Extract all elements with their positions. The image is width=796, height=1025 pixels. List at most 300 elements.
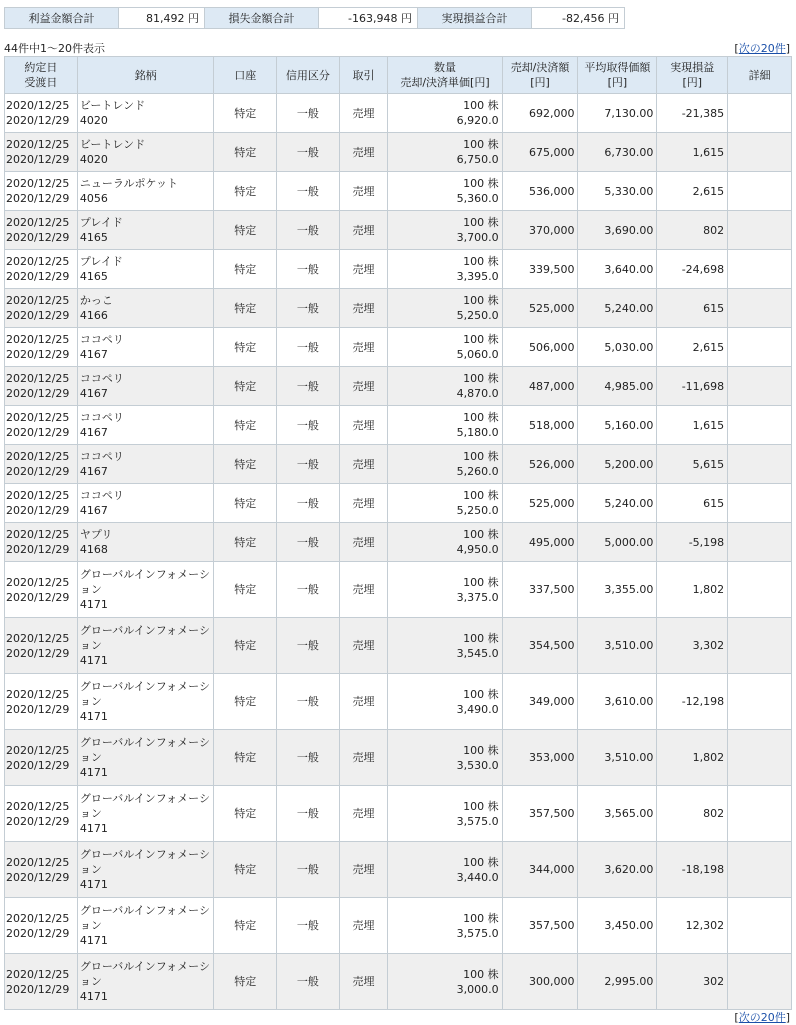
table-row bbox=[5, 211, 792, 250]
trade-type: 売埋 bbox=[339, 618, 388, 674]
unit-price: 3,575.0 bbox=[456, 814, 499, 828]
realized-pl: 802 bbox=[657, 786, 728, 842]
settle-date: 2020/12/29 bbox=[6, 465, 70, 478]
next-page-top bbox=[734, 40, 790, 56]
average-cost: 2,995.00 bbox=[578, 954, 657, 1010]
settle-date: 2020/12/29 bbox=[6, 426, 70, 439]
trade-type: 売埋 bbox=[339, 674, 388, 730]
detail-cell bbox=[728, 730, 792, 786]
stock-name: かっこ bbox=[79, 294, 113, 307]
header-trade: 取引 bbox=[339, 57, 388, 94]
table-row bbox=[5, 133, 792, 172]
quantity: 100 株 bbox=[463, 177, 499, 190]
summary-table bbox=[4, 7, 625, 29]
bracket-open: [ bbox=[734, 1011, 739, 1024]
credit-type: 一般 bbox=[277, 211, 340, 250]
detail-cell bbox=[728, 954, 792, 1010]
trade-date: 2020/12/25 bbox=[6, 911, 70, 925]
quantity: 100 株 bbox=[463, 489, 499, 502]
table-row bbox=[5, 562, 792, 618]
table-row bbox=[5, 172, 792, 211]
settlement-amount: 357,500 bbox=[502, 898, 578, 954]
qty-price-cell bbox=[388, 674, 502, 730]
next-page-link[interactable]: 次の20件 bbox=[738, 42, 786, 55]
account-type: 特定 bbox=[214, 250, 277, 289]
stock-code: 4171 bbox=[79, 766, 108, 779]
trade-type: 売埋 bbox=[339, 523, 388, 562]
date-cell bbox=[5, 406, 78, 445]
realized-pl: 5,615 bbox=[657, 445, 728, 484]
table-row bbox=[5, 484, 792, 523]
unit-price: 6,920.0 bbox=[456, 114, 499, 127]
average-cost: 3,510.00 bbox=[578, 730, 657, 786]
realized-pl: 615 bbox=[657, 289, 728, 328]
stock-cell bbox=[77, 786, 214, 842]
unit-price: 3,375.0 bbox=[456, 590, 499, 604]
date-cell bbox=[5, 94, 78, 133]
settlement-amount: 506,000 bbox=[502, 328, 578, 367]
stock-code: 4167 bbox=[79, 504, 108, 517]
date-cell bbox=[5, 484, 78, 523]
detail-cell bbox=[728, 786, 792, 842]
account-type: 特定 bbox=[214, 289, 277, 328]
stock-name: プレイド bbox=[79, 255, 123, 268]
trade-type: 売埋 bbox=[339, 250, 388, 289]
settlement-amount: 300,000 bbox=[502, 954, 578, 1010]
trade-date: 2020/12/25 bbox=[6, 528, 70, 541]
account-type: 特定 bbox=[214, 445, 277, 484]
account-type: 特定 bbox=[214, 172, 277, 211]
trade-date: 2020/12/25 bbox=[6, 575, 70, 589]
stock-name: グローバルインフォメーション bbox=[79, 848, 210, 876]
settlement-amount: 354,500 bbox=[502, 618, 578, 674]
date-cell bbox=[5, 133, 78, 172]
settlement-amount: 349,000 bbox=[502, 674, 578, 730]
unit-price: 4,950.0 bbox=[456, 543, 499, 556]
trade-date: 2020/12/25 bbox=[6, 631, 70, 645]
unit-price: 5,180.0 bbox=[456, 426, 499, 439]
settle-date: 2020/12/29 bbox=[6, 387, 70, 400]
date-cell bbox=[5, 367, 78, 406]
trade-type: 売埋 bbox=[339, 94, 388, 133]
average-cost: 5,240.00 bbox=[578, 289, 657, 328]
stock-code: 4020 bbox=[79, 153, 108, 166]
date-cell bbox=[5, 445, 78, 484]
qty-price-cell bbox=[388, 730, 502, 786]
table-row bbox=[5, 674, 792, 730]
header-date: 約定日 受渡日 bbox=[5, 57, 78, 94]
trade-date: 2020/12/25 bbox=[6, 138, 70, 151]
unit-price: 5,250.0 bbox=[456, 309, 499, 322]
credit-type: 一般 bbox=[277, 94, 340, 133]
profit-total-label: 利益金額合計 bbox=[5, 8, 119, 29]
detail-cell bbox=[728, 445, 792, 484]
unit-price: 3,545.0 bbox=[456, 646, 499, 660]
settlement-amount: 692,000 bbox=[502, 94, 578, 133]
realized-pl: 1,615 bbox=[657, 406, 728, 445]
stock-name: ココペリ bbox=[79, 411, 124, 424]
quantity: 100 株 bbox=[463, 855, 499, 869]
credit-type: 一般 bbox=[277, 730, 340, 786]
loss-total-value: -163,948 円 bbox=[319, 8, 418, 29]
stock-name: グローバルインフォメーション bbox=[79, 792, 210, 820]
realized-pl: -24,698 bbox=[657, 250, 728, 289]
account-type: 特定 bbox=[214, 842, 277, 898]
unit-price: 3,700.0 bbox=[456, 231, 499, 244]
qty-price-cell bbox=[388, 618, 502, 674]
settle-date: 2020/12/29 bbox=[6, 590, 70, 604]
detail-cell bbox=[728, 250, 792, 289]
trade-type: 売埋 bbox=[339, 328, 388, 367]
quantity: 100 株 bbox=[463, 372, 499, 385]
next-page-bottom bbox=[734, 1009, 790, 1025]
date-cell bbox=[5, 954, 78, 1010]
stock-code: 4171 bbox=[79, 822, 108, 835]
stock-cell bbox=[77, 250, 214, 289]
stock-name: ビートレンド bbox=[79, 99, 146, 112]
settlement-amount: 526,000 bbox=[502, 445, 578, 484]
detail-cell bbox=[728, 328, 792, 367]
header-avg-cost: 平均取得価額 [円] bbox=[578, 57, 657, 94]
quantity: 100 株 bbox=[463, 687, 499, 701]
stock-code: 4171 bbox=[79, 934, 108, 947]
stock-cell bbox=[77, 842, 214, 898]
qty-price-cell bbox=[388, 484, 502, 523]
qty-price-cell bbox=[388, 842, 502, 898]
unit-price: 3,395.0 bbox=[456, 270, 499, 283]
stock-code: 4166 bbox=[79, 309, 108, 322]
account-type: 特定 bbox=[214, 211, 277, 250]
date-cell bbox=[5, 211, 78, 250]
settlement-amount: 370,000 bbox=[502, 211, 578, 250]
credit-type: 一般 bbox=[277, 562, 340, 618]
stock-code: 4165 bbox=[79, 270, 108, 283]
date-cell bbox=[5, 898, 78, 954]
average-cost: 5,160.00 bbox=[578, 406, 657, 445]
trade-type: 売埋 bbox=[339, 133, 388, 172]
stock-name: グローバルインフォメーション bbox=[79, 624, 210, 652]
average-cost: 3,510.00 bbox=[578, 618, 657, 674]
realized-pl: -11,698 bbox=[657, 367, 728, 406]
unit-price: 3,575.0 bbox=[456, 926, 499, 940]
detail-cell bbox=[728, 674, 792, 730]
header-name: 銘柄 bbox=[77, 57, 214, 94]
stock-name: グローバルインフォメーション bbox=[79, 960, 210, 988]
qty-price-cell bbox=[388, 445, 502, 484]
account-type: 特定 bbox=[214, 674, 277, 730]
account-type: 特定 bbox=[214, 328, 277, 367]
account-type: 特定 bbox=[214, 94, 277, 133]
credit-type: 一般 bbox=[277, 842, 340, 898]
stock-name: グローバルインフォメーション bbox=[79, 736, 210, 764]
table-row bbox=[5, 954, 792, 1010]
realized-pl: 1,802 bbox=[657, 562, 728, 618]
credit-type: 一般 bbox=[277, 328, 340, 367]
credit-type: 一般 bbox=[277, 367, 340, 406]
date-cell bbox=[5, 172, 78, 211]
average-cost: 7,130.00 bbox=[578, 94, 657, 133]
average-cost: 5,000.00 bbox=[578, 523, 657, 562]
trade-type: 売埋 bbox=[339, 445, 388, 484]
unit-price: 3,530.0 bbox=[456, 758, 499, 772]
detail-cell bbox=[728, 211, 792, 250]
credit-type: 一般 bbox=[277, 133, 340, 172]
bracket-close: ] bbox=[785, 42, 790, 55]
table-row bbox=[5, 618, 792, 674]
trade-type: 売埋 bbox=[339, 406, 388, 445]
trade-type: 売埋 bbox=[339, 484, 388, 523]
settlement-amount: 536,000 bbox=[502, 172, 578, 211]
credit-type: 一般 bbox=[277, 250, 340, 289]
credit-type: 一般 bbox=[277, 484, 340, 523]
quantity: 100 株 bbox=[463, 575, 499, 589]
stock-cell bbox=[77, 954, 214, 1010]
settle-date: 2020/12/29 bbox=[6, 153, 70, 166]
account-type: 特定 bbox=[214, 954, 277, 1010]
table-row bbox=[5, 94, 792, 133]
trade-type: 売埋 bbox=[339, 289, 388, 328]
stock-name: ココペリ bbox=[79, 450, 124, 463]
average-cost: 5,200.00 bbox=[578, 445, 657, 484]
average-cost: 3,565.00 bbox=[578, 786, 657, 842]
trade-type: 売埋 bbox=[339, 898, 388, 954]
unit-price: 5,360.0 bbox=[456, 192, 499, 205]
stock-code: 4165 bbox=[79, 231, 108, 244]
account-type: 特定 bbox=[214, 730, 277, 786]
date-cell bbox=[5, 730, 78, 786]
qty-price-cell bbox=[388, 328, 502, 367]
settle-date: 2020/12/29 bbox=[6, 702, 70, 716]
credit-type: 一般 bbox=[277, 954, 340, 1010]
unit-price: 5,250.0 bbox=[456, 504, 499, 517]
date-cell bbox=[5, 328, 78, 367]
trade-date: 2020/12/25 bbox=[6, 333, 70, 346]
header-realized-pl: 実現損益 [円] bbox=[657, 57, 728, 94]
credit-type: 一般 bbox=[277, 445, 340, 484]
table-row bbox=[5, 898, 792, 954]
trade-date: 2020/12/25 bbox=[6, 99, 70, 112]
table-row bbox=[5, 445, 792, 484]
credit-type: 一般 bbox=[277, 523, 340, 562]
stock-name: ココペリ bbox=[79, 489, 124, 502]
qty-price-cell bbox=[388, 289, 502, 328]
settle-date: 2020/12/29 bbox=[6, 309, 70, 322]
realized-pl: 1,615 bbox=[657, 133, 728, 172]
settle-date: 2020/12/29 bbox=[6, 192, 70, 205]
trade-type: 売埋 bbox=[339, 730, 388, 786]
account-type: 特定 bbox=[214, 786, 277, 842]
average-cost: 3,450.00 bbox=[578, 898, 657, 954]
detail-cell bbox=[728, 562, 792, 618]
table-row bbox=[5, 786, 792, 842]
account-type: 特定 bbox=[214, 618, 277, 674]
stock-code: 4171 bbox=[79, 598, 108, 611]
stock-name: ビートレンド bbox=[79, 138, 146, 151]
average-cost: 3,690.00 bbox=[578, 211, 657, 250]
stock-cell bbox=[77, 211, 214, 250]
quantity: 100 株 bbox=[463, 967, 499, 981]
detail-cell bbox=[728, 484, 792, 523]
stock-cell bbox=[77, 289, 214, 328]
table-row bbox=[5, 328, 792, 367]
stock-code: 4171 bbox=[79, 990, 108, 1003]
realized-pl: -5,198 bbox=[657, 523, 728, 562]
realized-pl: 2,615 bbox=[657, 328, 728, 367]
settlement-amount: 525,000 bbox=[502, 484, 578, 523]
stock-code: 4167 bbox=[79, 465, 108, 478]
date-cell bbox=[5, 562, 78, 618]
unit-price: 3,440.0 bbox=[456, 870, 499, 884]
trade-date: 2020/12/25 bbox=[6, 799, 70, 813]
detail-cell bbox=[728, 289, 792, 328]
trade-date: 2020/12/25 bbox=[6, 489, 70, 502]
next-page-link[interactable]: 次の20件 bbox=[738, 1011, 786, 1024]
detail-cell bbox=[728, 406, 792, 445]
qty-price-cell bbox=[388, 250, 502, 289]
credit-type: 一般 bbox=[277, 172, 340, 211]
realized-pl: 302 bbox=[657, 954, 728, 1010]
settle-date: 2020/12/29 bbox=[6, 982, 70, 996]
settle-date: 2020/12/29 bbox=[6, 870, 70, 884]
quantity: 100 株 bbox=[463, 411, 499, 424]
settlement-amount: 487,000 bbox=[502, 367, 578, 406]
average-cost: 3,610.00 bbox=[578, 674, 657, 730]
trade-date: 2020/12/25 bbox=[6, 687, 70, 701]
result-count: 44件中1～20件表示 bbox=[4, 42, 105, 55]
settle-date: 2020/12/29 bbox=[6, 114, 70, 127]
stock-code: 4171 bbox=[79, 878, 108, 891]
settle-date: 2020/12/29 bbox=[6, 543, 70, 556]
stock-code: 4171 bbox=[79, 710, 108, 723]
quantity: 100 株 bbox=[463, 255, 499, 268]
stock-cell bbox=[77, 484, 214, 523]
detail-cell bbox=[728, 898, 792, 954]
realized-pl: 1,802 bbox=[657, 730, 728, 786]
settlement-amount: 344,000 bbox=[502, 842, 578, 898]
stock-name: グローバルインフォメーション bbox=[79, 904, 210, 932]
stock-name: グローバルインフォメーション bbox=[79, 568, 210, 596]
unit-price: 6,750.0 bbox=[456, 153, 499, 166]
qty-price-cell bbox=[388, 786, 502, 842]
account-type: 特定 bbox=[214, 484, 277, 523]
settle-date: 2020/12/29 bbox=[6, 814, 70, 828]
stock-code: 4020 bbox=[79, 114, 108, 127]
unit-price: 3,000.0 bbox=[456, 982, 499, 996]
quantity: 100 株 bbox=[463, 138, 499, 151]
stock-cell bbox=[77, 406, 214, 445]
stock-name: プレイド bbox=[79, 216, 123, 229]
settle-date: 2020/12/29 bbox=[6, 646, 70, 660]
net-total-label: 実現損益合計 bbox=[418, 8, 532, 29]
settlement-amount: 353,000 bbox=[502, 730, 578, 786]
stock-name: ニューラルポケット bbox=[79, 177, 178, 190]
stock-name: ココペリ bbox=[79, 372, 124, 385]
qty-price-cell bbox=[388, 211, 502, 250]
stock-cell bbox=[77, 898, 214, 954]
trade-date: 2020/12/25 bbox=[6, 255, 70, 268]
settlement-amount: 525,000 bbox=[502, 289, 578, 328]
realized-pl: -21,385 bbox=[657, 94, 728, 133]
settle-date: 2020/12/29 bbox=[6, 758, 70, 772]
table-row bbox=[5, 523, 792, 562]
average-cost: 5,240.00 bbox=[578, 484, 657, 523]
realized-pl: 12,302 bbox=[657, 898, 728, 954]
account-type: 特定 bbox=[214, 898, 277, 954]
account-type: 特定 bbox=[214, 133, 277, 172]
realized-pl: 3,302 bbox=[657, 618, 728, 674]
settlement-amount: 675,000 bbox=[502, 133, 578, 172]
table-row bbox=[5, 367, 792, 406]
settle-date: 2020/12/29 bbox=[6, 231, 70, 244]
stock-cell bbox=[77, 730, 214, 786]
date-cell bbox=[5, 289, 78, 328]
table-row bbox=[5, 289, 792, 328]
settlement-amount: 518,000 bbox=[502, 406, 578, 445]
qty-price-cell bbox=[388, 94, 502, 133]
quantity: 100 株 bbox=[463, 450, 499, 463]
stock-cell bbox=[77, 523, 214, 562]
date-cell bbox=[5, 250, 78, 289]
realized-pl: 615 bbox=[657, 484, 728, 523]
quantity: 100 株 bbox=[463, 528, 499, 541]
average-cost: 3,640.00 bbox=[578, 250, 657, 289]
qty-price-cell bbox=[388, 133, 502, 172]
table-row bbox=[5, 406, 792, 445]
date-cell bbox=[5, 842, 78, 898]
trade-history-table bbox=[4, 56, 792, 1010]
realized-pl: -18,198 bbox=[657, 842, 728, 898]
detail-cell bbox=[728, 842, 792, 898]
detail-cell bbox=[728, 618, 792, 674]
average-cost: 5,330.00 bbox=[578, 172, 657, 211]
stock-cell bbox=[77, 172, 214, 211]
date-cell bbox=[5, 523, 78, 562]
header-qty-price: 数量 売却/決済単価[円] bbox=[388, 57, 502, 94]
credit-type: 一般 bbox=[277, 674, 340, 730]
qty-price-cell bbox=[388, 367, 502, 406]
credit-type: 一般 bbox=[277, 289, 340, 328]
stock-cell bbox=[77, 328, 214, 367]
credit-type: 一般 bbox=[277, 898, 340, 954]
qty-price-cell bbox=[388, 172, 502, 211]
quantity: 100 株 bbox=[463, 743, 499, 757]
stock-cell bbox=[77, 674, 214, 730]
trade-date: 2020/12/25 bbox=[6, 372, 70, 385]
quantity: 100 株 bbox=[463, 631, 499, 645]
account-type: 特定 bbox=[214, 562, 277, 618]
qty-price-cell bbox=[388, 898, 502, 954]
bracket-close: ] bbox=[785, 1011, 790, 1024]
settlement-amount: 495,000 bbox=[502, 523, 578, 562]
trade-type: 売埋 bbox=[339, 842, 388, 898]
stock-name: ココペリ bbox=[79, 333, 124, 346]
trade-type: 売埋 bbox=[339, 172, 388, 211]
qty-price-cell bbox=[388, 523, 502, 562]
quantity: 100 株 bbox=[463, 799, 499, 813]
settle-date: 2020/12/29 bbox=[6, 926, 70, 940]
table-row bbox=[5, 250, 792, 289]
trade-date: 2020/12/25 bbox=[6, 294, 70, 307]
stock-code: 4167 bbox=[79, 426, 108, 439]
qty-price-cell bbox=[388, 562, 502, 618]
trade-date: 2020/12/25 bbox=[6, 450, 70, 463]
realized-pl: -12,198 bbox=[657, 674, 728, 730]
average-cost: 3,620.00 bbox=[578, 842, 657, 898]
credit-type: 一般 bbox=[277, 618, 340, 674]
trade-type: 売埋 bbox=[339, 211, 388, 250]
stock-cell bbox=[77, 94, 214, 133]
unit-price: 4,870.0 bbox=[456, 387, 499, 400]
